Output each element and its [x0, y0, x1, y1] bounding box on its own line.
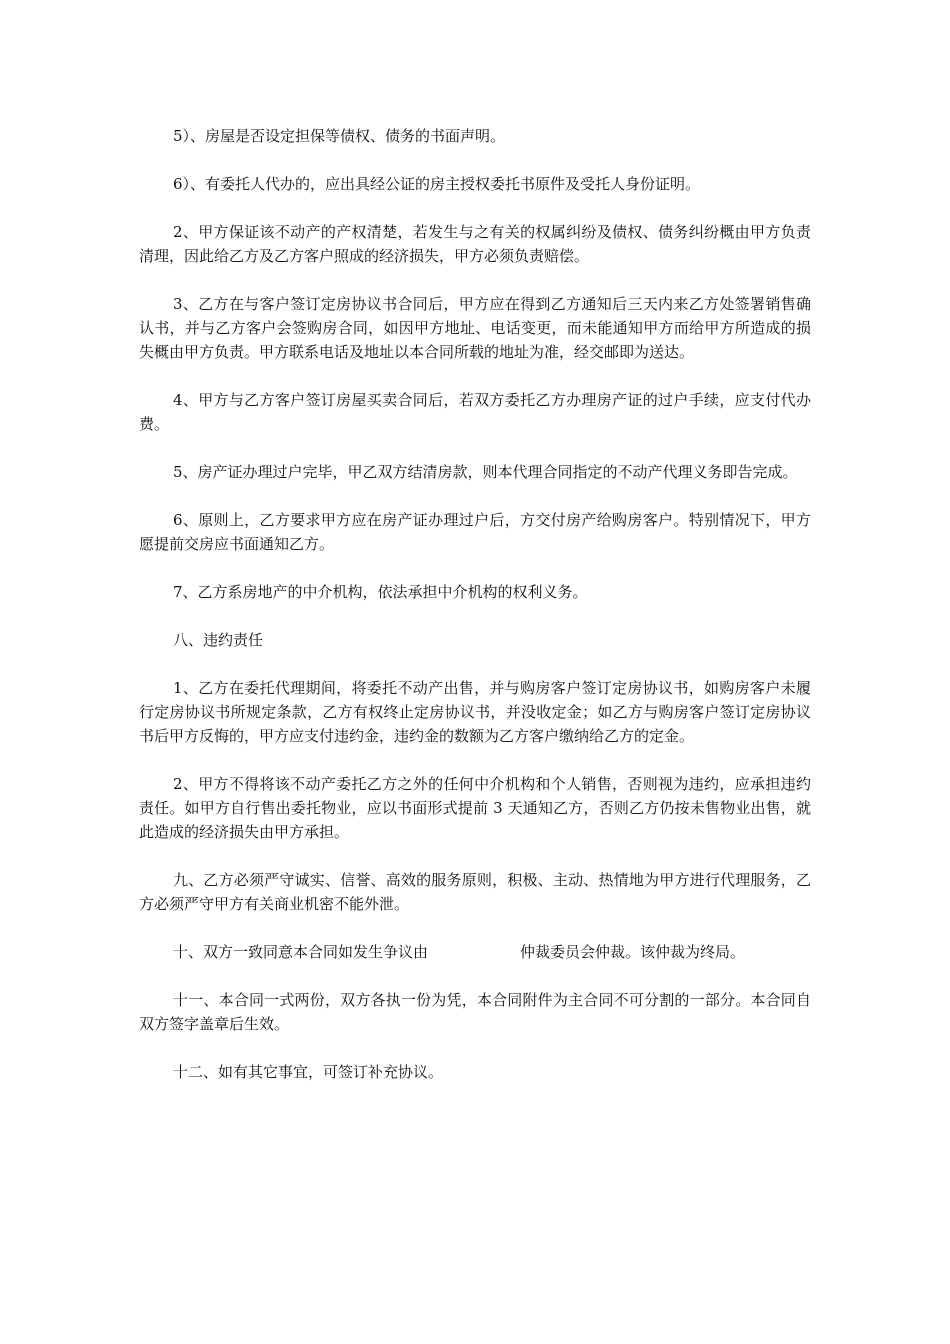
clause-paragraph: 十一、本合同一式两份，双方各执一份为凭，本合同附件为主合同不可分割的一部分。本合同自双方签字盖章后生效。	[139, 991, 811, 1033]
arbitration-clause-start: 十、双方一致同意本合同如发生争议由	[173, 943, 429, 961]
clause-paragraph: 6、原则上，乙方要求甲方应在房产证办理过户后，方交付房产给购房客户。特别情况下，甲方愿提前交房应书面通知乙方。	[139, 511, 811, 553]
document-body	[139, 124, 811, 1108]
clause-paragraph: 5）、房屋是否设定担保等债权、债务的书面声明。	[173, 127, 506, 145]
clause-paragraph: 十二、如有其它事宜，可签订补充协议。	[173, 1063, 444, 1081]
clause-paragraph: 2、甲方不得将该不动产委托乙方之外的任何中介机构和个人销售，否则视为违约，应承担违约责任。如甲方自行售出委托物业，应以书面形式提前 3 天通知乙方，否则乙方仍按未售物业出售，就此造成的经济损失由甲方承担。	[139, 775, 811, 841]
clause-paragraph: 7、乙方系房地产的中介机构，依法承担中介机构的权利义务。	[173, 583, 588, 601]
clause-paragraph: 6）、有委托人代办的，应出具经公证的房主授权委托书原件及受托人身份证明。	[173, 175, 701, 193]
clause-paragraph: 2、甲方保证该不动产的产权清楚，若发生与之有关的权属纠纷及债权、债务纠纷概由甲方负责清理，因此给乙方及乙方客户照成的经济损失，甲方必须负责赔偿。	[139, 223, 811, 265]
clause-paragraph: 4、甲方与乙方客户签订房屋买卖合同后，若双方委托乙方办理房产证的过户手续，应支付代办费。	[139, 391, 811, 433]
arbitration-clause	[139, 940, 811, 964]
section-heading: 八、违约责任	[173, 631, 264, 649]
arbitration-clause-end: 仲裁委员会仲裁。该仲裁为终局。	[520, 943, 746, 961]
clause-paragraph: 5、房产证办理过户完毕，甲乙双方结清房款，则本代理合同指定的不动产代理义务即告完成。	[173, 463, 798, 481]
clause-paragraph: 九、乙方必须严守诚实、信誉、高效的服务原则，积极、主动、热情地为甲方进行代理服务，乙方必须严守甲方有关商业机密不能外泄。	[139, 871, 811, 913]
clause-paragraph: 3、乙方在与客户签订定房协议书合同后，甲方应在得到乙方通知后三天内来乙方处签署销售确认书，并与乙方客户会签购房合同，如因甲方地址、电话变更，而未能通知甲方而给甲方所造成的损失概由甲方负责。甲方联系电话及地址以本合同所载的地址为准，经交邮即为送达。	[139, 295, 811, 361]
clause-paragraph: 1、乙方在委托代理期间，将委托不动产出售，并与购房客户签订定房协议书，如购房客户未履行定房协议书所规定条款，乙方有权终止定房协议书，并没收定金；如乙方与购房客户签订定房协议书后甲方反悔的，甲方应支付违约金，违约金的数额为乙方客户缴纳给乙方的定金。	[139, 679, 811, 745]
